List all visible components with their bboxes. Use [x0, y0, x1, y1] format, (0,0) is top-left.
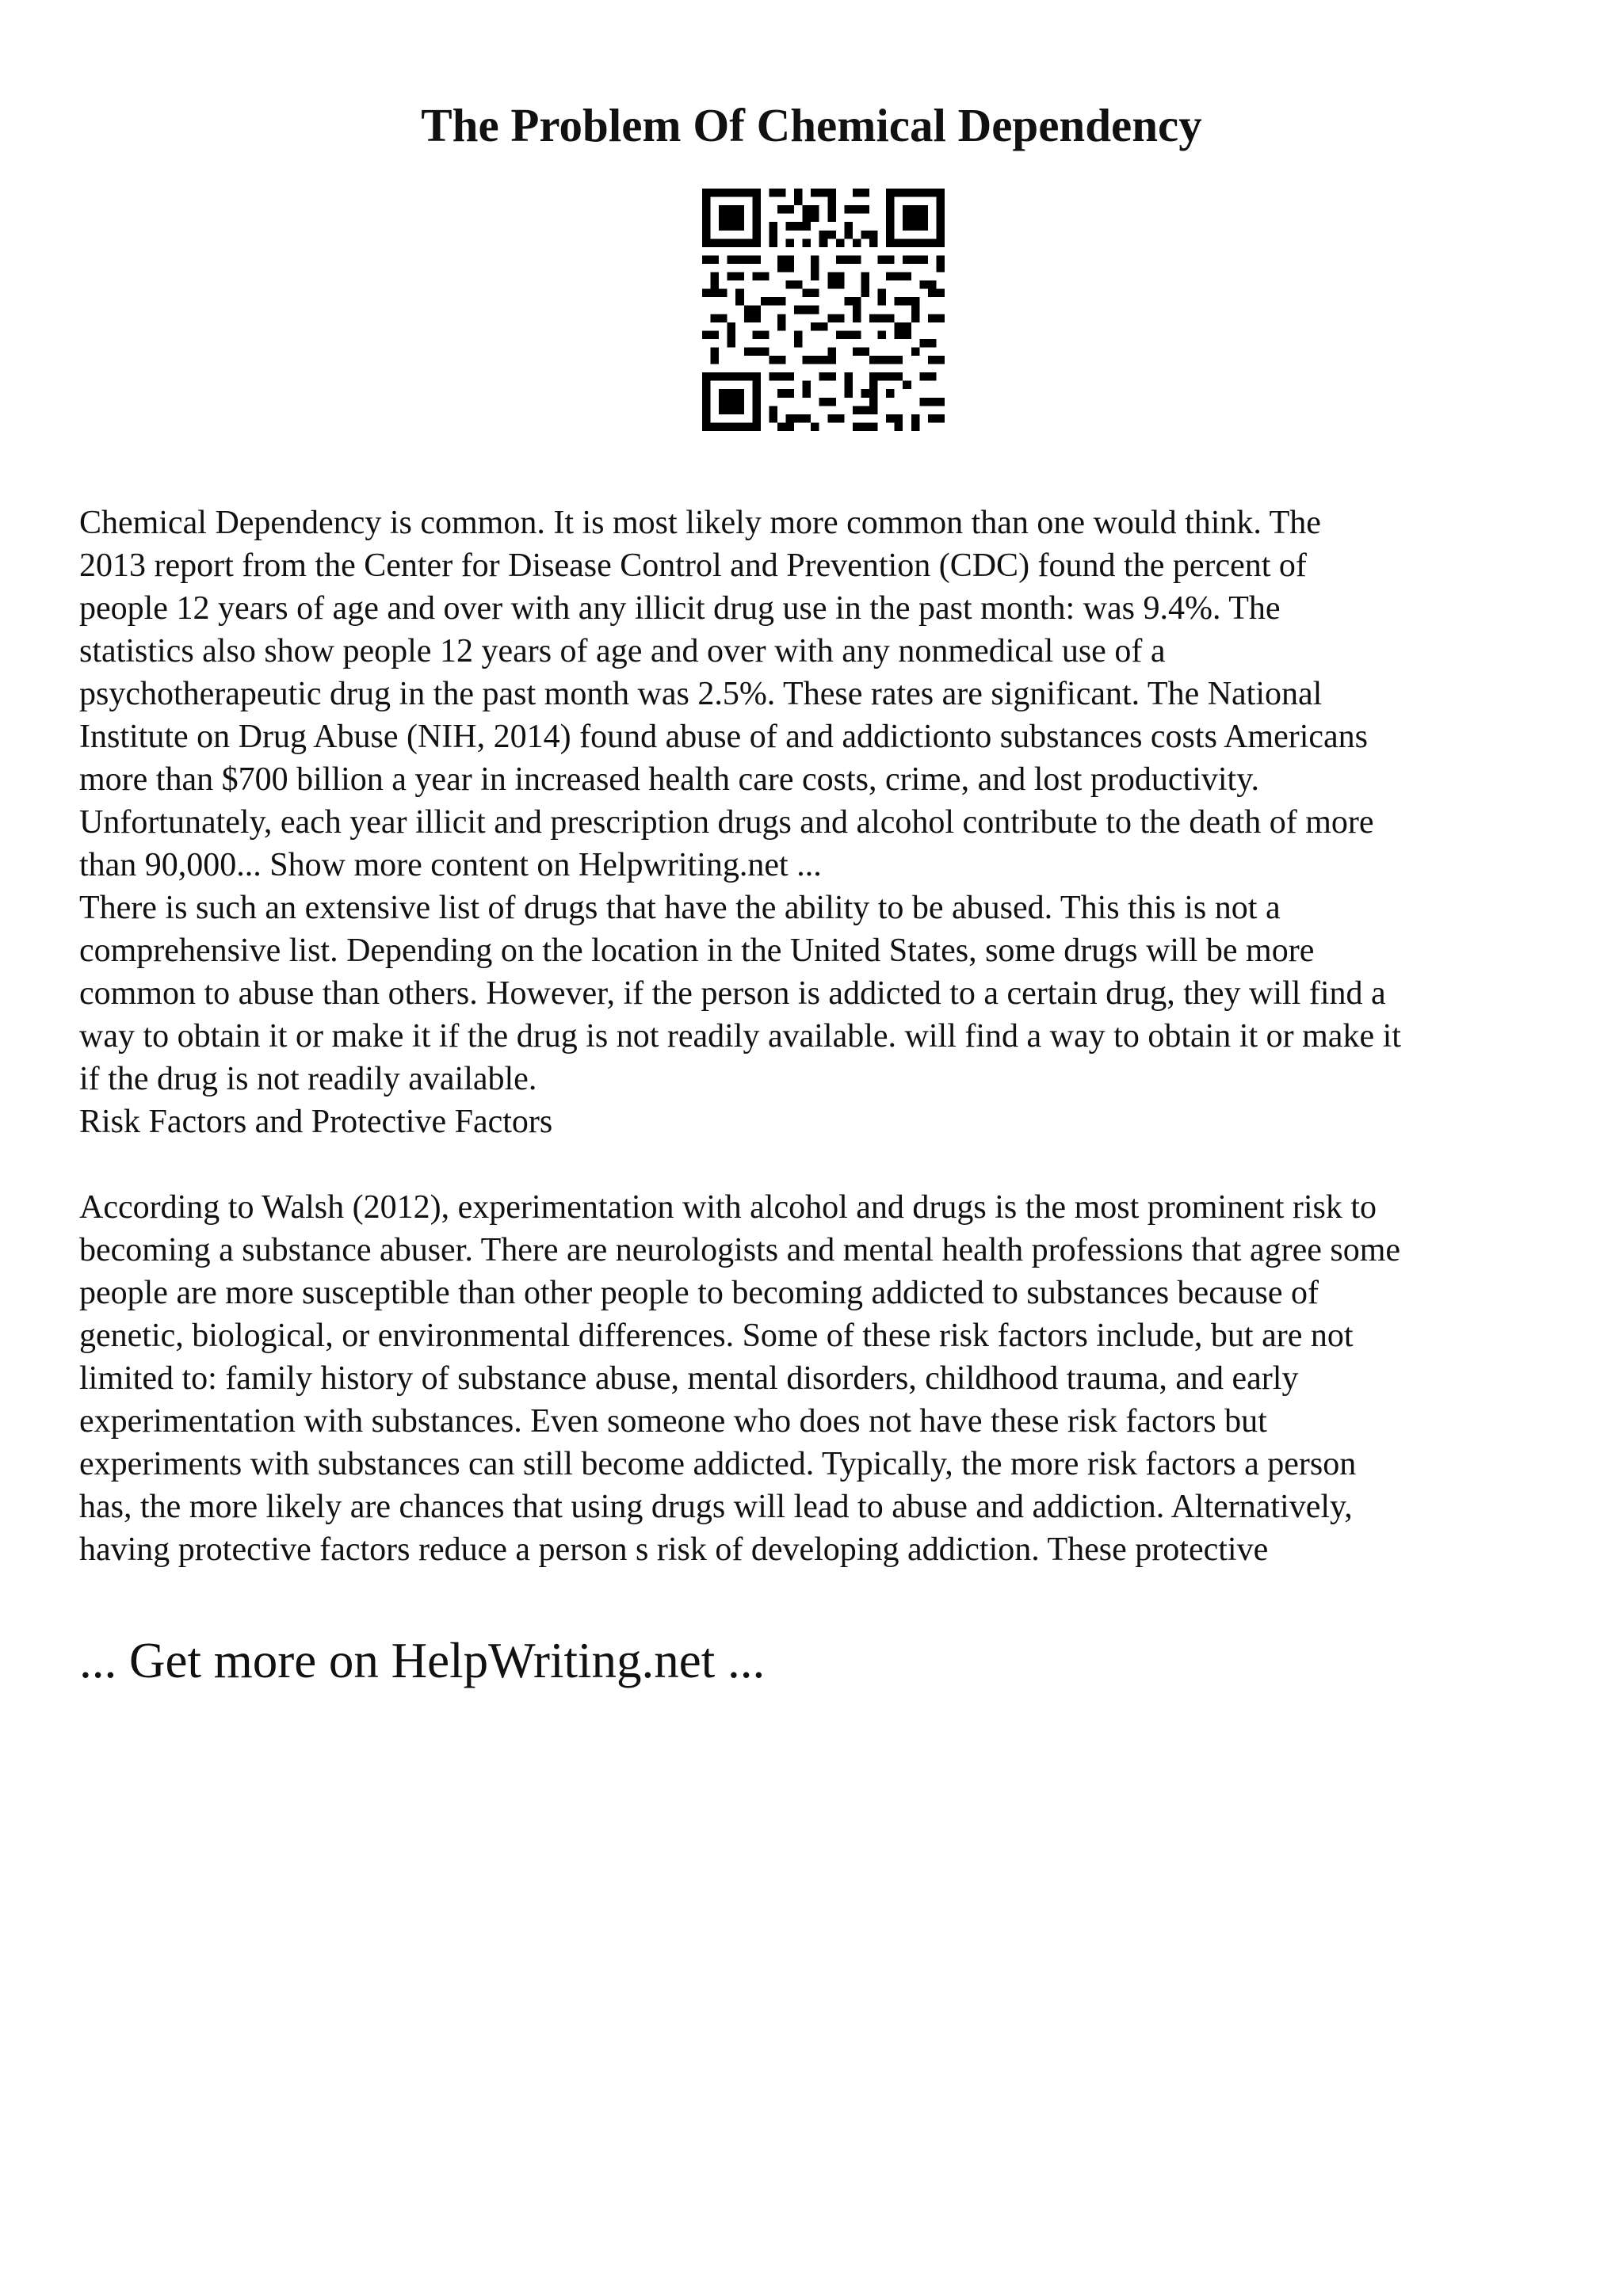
- paragraph-line: becoming a substance abuser. There are neurologists and mental health professions that agree some: [79, 1232, 1401, 1268]
- document-title: The Problem Of Chemical Dependency: [421, 99, 1202, 151]
- paragraph-line: experimentation with substances. Even someone who does not have these risk factors but: [79, 1403, 1267, 1440]
- paragraph-line: people are more susceptible than other people to becoming addicted to substances because of: [79, 1275, 1319, 1311]
- paragraph-line: experiments with substances can still become addicted. Typically, the more risk factors a person: [79, 1446, 1357, 1482]
- paragraph-line: common to abuse than others. However, if the person is addicted to a certain drug, they will find a: [79, 975, 1386, 1012]
- paragraph-line: comprehensive list. Depending on the location in the United States, some drugs will be more: [79, 933, 1315, 969]
- paragraph-line: people 12 years of age and over with any illicit drug use in the past month: was 9.4%. The: [79, 590, 1281, 627]
- paragraph-line: way to obtain it or make it if the drug is not readily available. will find a way to obtain it or make it: [79, 1018, 1401, 1055]
- section-heading-risk-factors: [79, 1100, 1561, 1143]
- paragraph-line: having protective factors reduce a person s risk of developing addiction. These protective: [79, 1531, 1269, 1568]
- paragraph-line: There is such an extensive list of drugs that have the ability to be abused. This this is not a: [79, 890, 1281, 926]
- paragraph-risk-factors: [79, 1186, 1561, 1571]
- paragraph-line: if the drug is not readily available.: [79, 1061, 537, 1097]
- paragraph-line: Institute on Drug Abuse (NIH, 2014) found abuse of and addictionto substances costs Americans: [79, 719, 1369, 755]
- paragraph-line-show-more[interactable]: than 90,000... Show more content on Helpwriting.net ...: [79, 847, 822, 883]
- section-heading-text: Risk Factors and Protective Factors: [79, 1104, 553, 1140]
- qr-code-icon[interactable]: [702, 189, 945, 431]
- get-more-link[interactable]: ... Get more on HelpWriting.net ...: [79, 1633, 766, 1688]
- paragraph-line: 2013 report from the Center for Disease Control and Prevention (CDC) found the percent of: [79, 547, 1307, 584]
- paragraph-line: Chemical Dependency is common. It is most likely more common than one would think. The: [79, 505, 1321, 541]
- qr-code-graphic: [702, 189, 945, 431]
- paragraph-line: psychotherapeutic drug in the past month was 2.5%. These rates are significant. The National: [79, 676, 1323, 712]
- paragraph-line: genetic, biological, or environmental differences. Some of these risk factors include, but are not: [79, 1318, 1354, 1354]
- paragraph-line: has, the more likely are chances that using drugs will lead to abuse and addiction. Alternatively,: [79, 1489, 1353, 1525]
- paragraph-line: Unfortunately, each year illicit and prescription drugs and alcohol contribute to the death of more: [79, 804, 1374, 841]
- paragraph-line: more than $700 billion a year in increased health care costs, crime, and lost productivity.: [79, 761, 1259, 798]
- paragraph-line: statistics also show people 12 years of age and over with any nonmedical use of a: [79, 633, 1166, 669]
- paragraph-chemical-dependency-intro: [79, 502, 1561, 887]
- paragraph-line: According to Walsh (2012), experimentation with alcohol and drugs is the most prominent risk to: [79, 1189, 1377, 1226]
- paragraph-drug-list: [79, 887, 1561, 1100]
- paragraph-line: limited to: family history of substance abuse, mental disorders, childhood trauma, and early: [79, 1360, 1299, 1397]
